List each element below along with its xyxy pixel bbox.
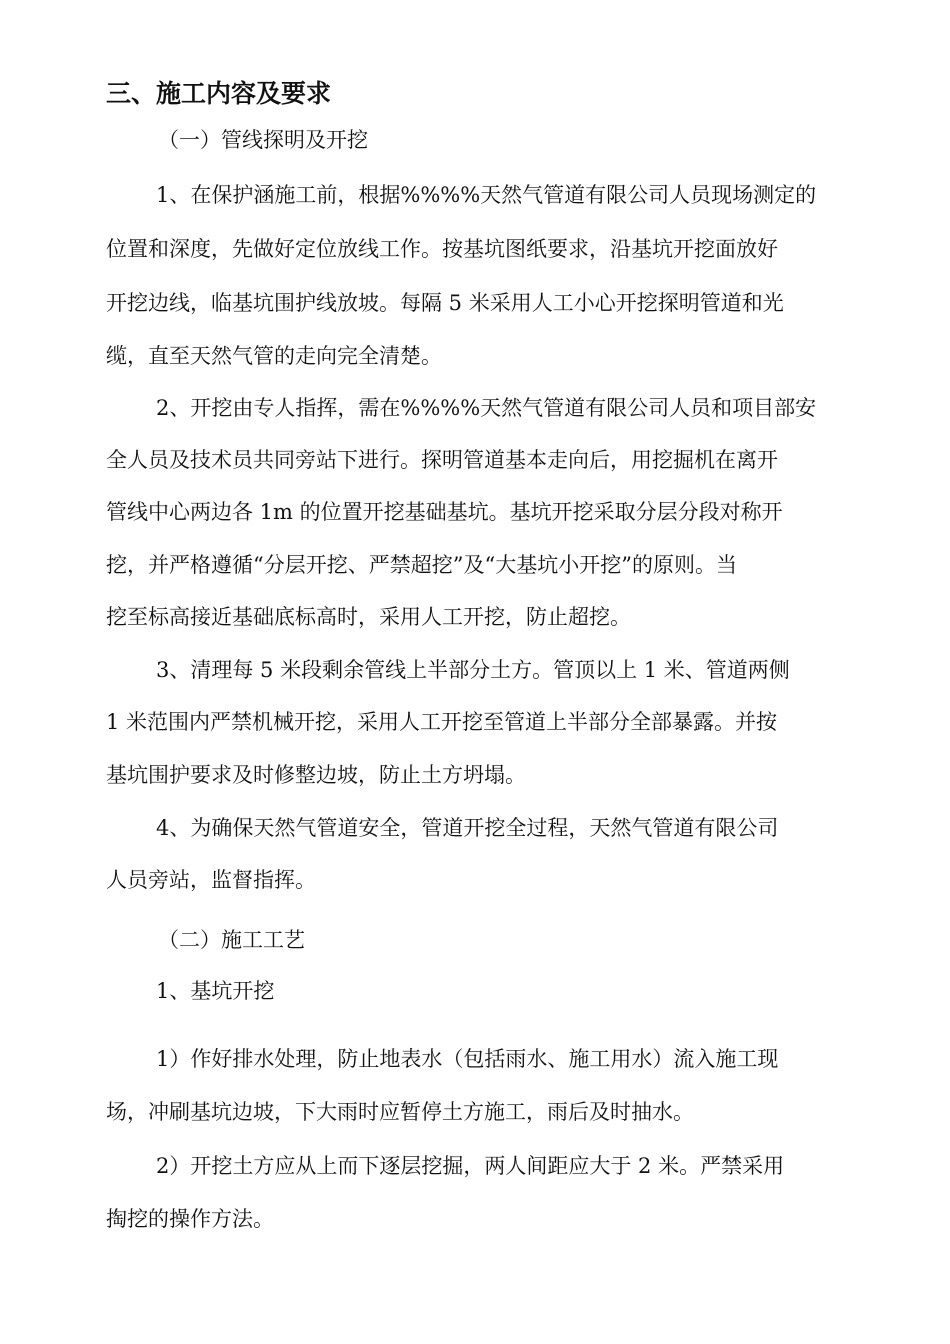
paragraph-2-line-2: 全人员及技术员共同旁站下进行。探明管道基本走向后，用挖掘机在离开 bbox=[106, 448, 778, 472]
subsection-item-1: 1、基坑开挖 bbox=[156, 979, 275, 1003]
section-title: 三、施工内容及要求 bbox=[106, 79, 332, 108]
paragraph-2-line-3: 管线中心两边各 1m 的位置开挖基础基坑。基坑开挖采取分层分段对称开 bbox=[106, 500, 783, 524]
paragraph-2-line-5: 挖至标高接近基础底标高时，采用人工开挖，防止超挖。 bbox=[106, 605, 631, 629]
paragraph-3-line-1: 3、清理每 5 米段剩余管线上半部分土方。管顶以上 1 米、管道两侧 bbox=[156, 658, 790, 682]
paragraph-4-line-1: 4、为确保天然气管道安全，管道开挖全过程，天然气管道有限公司 bbox=[156, 816, 779, 840]
item-1-line-1: 1）作好排水处理，防止地表水（包括雨水、施工用水）流入施工现 bbox=[156, 1047, 779, 1071]
item-1-line-2: 场，冲刷基坑边坡，下大雨时应暂停土方施工，雨后及时抽水。 bbox=[106, 1100, 694, 1124]
subsection-heading-1: （一）管线探明及开挖 bbox=[158, 128, 368, 152]
item-2-line-1: 2）开挖土方应从上而下逐层挖掘，两人间距应大于 2 米。严禁采用 bbox=[156, 1154, 785, 1178]
paragraph-2-line-4: 挖，并严格遵循“分层开挖、严禁超挖”及“大基坑小开挖”的原则。当 bbox=[106, 553, 737, 577]
paragraph-3-line-3: 基坑围护要求及时修整边坡，防止土方坍塌。 bbox=[106, 763, 526, 787]
paragraph-4-line-2: 人员旁站，监督指挥。 bbox=[106, 868, 316, 892]
subsection-heading-2: （二）施工工艺 bbox=[158, 928, 305, 952]
item-2-line-2: 掏挖的操作方法。 bbox=[106, 1207, 274, 1231]
paragraph-2-line-1: 2、开挖由专人指挥，需在%%%%天然气管道有限公司人员和项目部安 bbox=[156, 396, 817, 420]
paragraph-1-line-4: 缆，直至天然气管的走向完全清楚。 bbox=[106, 344, 442, 368]
paragraph-3-line-2: 1 米范围内严禁机械开挖，采用人工开挖至管道上半部分全部暴露。并按 bbox=[106, 710, 778, 734]
paragraph-1-line-3: 开挖边线，临基坑围护线放坡。每隔 5 米采用人工小心开挖探明管道和光 bbox=[106, 291, 784, 315]
paragraph-1-line-2: 位置和深度，先做好定位放线工作。按基坑图纸要求，沿基坑开挖面放好 bbox=[106, 237, 778, 261]
paragraph-1-line-1: 1、在保护涵施工前，根据%%%%天然气管道有限公司人员现场测定的 bbox=[156, 183, 817, 207]
